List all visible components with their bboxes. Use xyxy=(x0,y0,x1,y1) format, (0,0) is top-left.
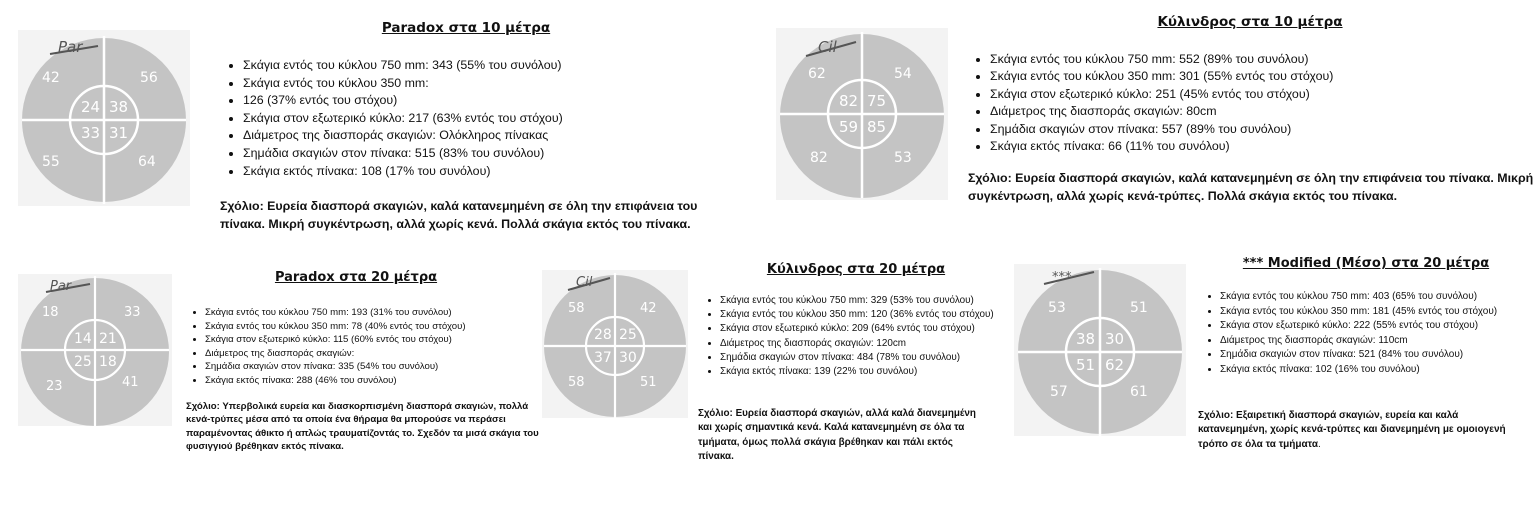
list-item: • Σκάγια στον εξωτερικό κύκλο: 115 (60% εντός του στόχου) xyxy=(205,333,565,347)
list-item: • Σκάγια εντός του κύκλου 350 mm: 120 (36% εντός του στόχου) xyxy=(720,308,1030,322)
quadrant-bottom-left: 57 xyxy=(1050,384,1068,400)
target-photo-paradox-20m xyxy=(18,274,172,426)
comment-note xyxy=(1198,409,1508,452)
stats-list xyxy=(973,51,1430,155)
list-item: • Σημάδια σκαγιών στον πίνακα: 335 (54% του συνόλου) xyxy=(205,360,565,374)
quadrant-bottom-left: 23 xyxy=(46,379,63,394)
inner-top-right: 25 xyxy=(619,327,637,343)
comment-text: Σχόλιο: Εξαιρετική διασπορά σκαγιών, ευρεία και καλά κατανεμημένη, χωρίς κενά-τρύπες και διανεμημένη με ομοιογενή τρόπο σε όλα τα τμήματα xyxy=(1198,410,1506,450)
inner-bottom-left: 33 xyxy=(81,124,101,142)
list-item: • Σημάδια σκαγιών στον πίνακα: 515 (83% του συνόλου) xyxy=(243,145,663,163)
list-item: • Σκάγια εντός του κύκλου 750 mm: 343 (55% του συνόλου) xyxy=(243,57,663,75)
target-photo-modified-20m xyxy=(1014,264,1186,436)
list-item: • Σκάγια εκτός πίνακα: 288 (46% του συνόλου) xyxy=(205,374,565,388)
list-item: • Διάμετρος της διασποράς σκαγιών: 110cm xyxy=(1220,334,1540,349)
stats-list xyxy=(226,57,663,180)
inner-top-right: 21 xyxy=(99,331,117,347)
inner-bottom-left: 25 xyxy=(74,354,92,370)
inner-top-left: 38 xyxy=(1076,330,1096,348)
quadrant-top-right: 42 xyxy=(640,301,657,316)
quadrant-top-left: 42 xyxy=(42,70,60,86)
quadrant-bottom-left: 82 xyxy=(810,150,828,166)
target-label: Cil xyxy=(576,275,593,290)
list-item: • Σκάγια εκτός πίνακα: 108 (17% του συνόλου) xyxy=(243,163,663,181)
inner-bottom-left: 51 xyxy=(1076,356,1096,374)
quadrant-bottom-left: 58 xyxy=(568,375,585,390)
inner-bottom-right: 18 xyxy=(99,354,117,370)
target-label: Cil xyxy=(818,38,837,56)
target-photo-paradox-10m xyxy=(18,30,190,206)
inner-bottom-right: 30 xyxy=(619,350,637,366)
inner-top-right: 38 xyxy=(109,98,129,116)
list-item: • Σκάγια εντός του κύκλου 350 mm: 301 (55% εντός του στόχου) xyxy=(990,68,1430,85)
list-item: • Σκάγια στον εξωτερικό κύκλο: 217 (63% εντός του στόχου) xyxy=(243,110,663,128)
inner-top-left: 28 xyxy=(594,327,612,343)
inner-bottom-right: 62 xyxy=(1105,356,1125,374)
inner-bottom-left: 59 xyxy=(839,118,859,136)
quadrant-top-right: 56 xyxy=(140,70,158,86)
pattern-target-diagram xyxy=(18,274,172,426)
stats-list xyxy=(703,294,1030,379)
stats-list xyxy=(1203,290,1540,378)
panel-title: *** Modified (Μέσο) στα 20 μέτρα xyxy=(1242,256,1490,271)
list-item: • Σκάγια στον εξωτερικό κύκλο: 222 (55% εντός του στόχου) xyxy=(1220,319,1540,334)
target-label: *** xyxy=(1052,270,1072,285)
inner-bottom-left: 37 xyxy=(594,350,612,366)
inner-top-left: 24 xyxy=(81,98,101,116)
list-item: • Σκάγια εντός του κύκλου 350 mm: xyxy=(243,75,663,93)
list-item: • Σκάγια εντός του κύκλου 750 mm: 552 (89% του συνόλου) xyxy=(990,51,1430,68)
comment-note: Σχόλιο: Ευρεία διασπορά σκαγιών, καλά κατανεμημένη σε όλη την επιφάνεια του πίνακα. Μικρή συγκέντρωση, αλλά χωρίς κενά. Πολλά σκάγια εκτός του πίνακα. xyxy=(220,199,698,231)
inner-bottom-right: 85 xyxy=(867,118,887,136)
list-item: • Σκάγια εντός του κύκλου 750 mm: 193 (31% του συνόλου) xyxy=(205,306,565,320)
list-item: • Σημάδια σκαγιών στον πίνακα: 557 (89% του συνόλου) xyxy=(990,121,1430,138)
quadrant-bottom-right: 53 xyxy=(894,150,912,166)
list-item: • Σκάγια εκτός πίνακα: 102 (16% του συνόλου) xyxy=(1220,363,1540,378)
comment-note: Σχόλιο: Ευρεία διασπορά σκαγιών, αλλά καλά διανεμημένη και χωρίς σημαντικά κενά. Καλά κατανεμημένη σε όλα τα τμήματα, όμως πολλά σκάγια βρέθηκαν και πάλι εκτός πίνακα. xyxy=(698,408,976,463)
target-label: Par xyxy=(58,38,83,56)
pattern-target-diagram xyxy=(1014,264,1186,436)
panel-title: Κύλινδρος στα 10 μέτρα xyxy=(1157,14,1343,30)
quadrant-top-right: 33 xyxy=(124,305,141,320)
quadrant-top-left: 62 xyxy=(808,66,826,82)
inner-bottom-right: 31 xyxy=(109,124,129,142)
list-item: • Σκάγια εντός του κύκλου 350 mm: 78 (40% εντός του στόχου) xyxy=(205,320,565,334)
stats-list xyxy=(188,306,565,388)
list-item: • Σκάγια εντός του κύκλου 750 mm: 329 (53% του συνόλου) xyxy=(720,294,1030,308)
list-item: • 126 (37% εντός του στόχου) xyxy=(243,92,663,110)
list-item: • Διάμετρος της διασποράς σκαγιών: Ολόκληρος πίνακας xyxy=(243,127,663,145)
panel-title: Paradox στα 10 μέτρα xyxy=(381,20,551,36)
quadrant-top-right: 51 xyxy=(1130,300,1148,316)
quadrant-bottom-left: 55 xyxy=(42,154,60,170)
comment-note: Σχόλιο: Ευρεία διασπορά σκαγιών, καλά κατανεμημένη σε όλη την επιφάνεια του πίνακα. Μικρή συγκέντρωση, αλλά χωρίς κενά-τρύπες. Πολλά σκάγια εκτός του πίνακα. xyxy=(968,171,1534,203)
list-item: • Σημάδια σκαγιών στον πίνακα: 484 (78% του συνόλου) xyxy=(720,351,1030,365)
comment-note: Σχόλιο: Υπερβολικά ευρεία και διασκορπισμένη διασπορά σκαγιών, πολλά κενά-τρύπες μέσα από τα οποία ένα θήραμα θα μπορούσε να περάσει παραμένοντας άθικτο ή απλώς τραυματίζοντάς το. Σχεδόν τα μισά σκάγια του φυσιγγιού βρέθηκαν εκτός πίνακα. xyxy=(186,401,539,453)
panel-title: Paradox στα 20 μέτρα xyxy=(274,270,438,285)
inner-top-right: 30 xyxy=(1105,330,1125,348)
quadrant-bottom-right: 41 xyxy=(122,375,139,390)
list-item: • Σκάγια στον εξωτερικό κύκλο: 251 (45% εντός του στόχου) xyxy=(990,86,1430,103)
target-label: Par xyxy=(50,279,72,294)
list-item: • Σκάγια εντός του κύκλου 750 mm: 403 (65% του συνόλου) xyxy=(1220,290,1540,305)
list-item: • Σκάγια εκτός πίνακα: 66 (11% του συνόλου) xyxy=(990,138,1430,155)
comment-tail: . xyxy=(1317,438,1321,450)
pattern-target-diagram xyxy=(776,28,948,200)
inner-top-left: 14 xyxy=(74,331,92,347)
quadrant-top-left: 58 xyxy=(568,301,585,316)
quadrant-bottom-right: 64 xyxy=(138,154,156,170)
quadrant-top-left: 53 xyxy=(1048,300,1066,316)
quadrant-top-left: 18 xyxy=(42,305,59,320)
list-item: • Σκάγια εκτός πίνακα: 139 (22% του συνόλου) xyxy=(720,365,1030,379)
list-item: • Σκάγια εντός του κύκλου 350 mm: 181 (45% εντός του στόχου) xyxy=(1220,305,1540,320)
inner-top-right: 75 xyxy=(867,92,887,110)
list-item: • Διάμετρος της διασποράς σκαγιών: 80cm xyxy=(990,103,1430,120)
pattern-target-diagram xyxy=(18,30,190,206)
pattern-target-diagram xyxy=(542,270,688,418)
quadrant-top-right: 54 xyxy=(894,66,912,82)
target-photo-cylinder-20m xyxy=(542,270,688,418)
panel-title: Κύλινδρος στα 20 μέτρα xyxy=(766,262,946,277)
target-photo-cylinder-10m xyxy=(776,28,948,200)
list-item: • Σκάγια στον εξωτερικό κύκλο: 209 (64% εντός του στόχου) xyxy=(720,322,1030,336)
quadrant-bottom-right: 61 xyxy=(1130,384,1148,400)
quadrant-bottom-right: 51 xyxy=(640,375,657,390)
list-item: • Διάμετρος της διασποράς σκαγιών: xyxy=(205,347,565,361)
list-item: • Διάμετρος της διασποράς σκαγιών: 120cm xyxy=(720,337,1030,351)
list-item: • Σημάδια σκαγιών στον πίνακα: 521 (84% του συνόλου) xyxy=(1220,348,1540,363)
inner-top-left: 82 xyxy=(839,92,859,110)
